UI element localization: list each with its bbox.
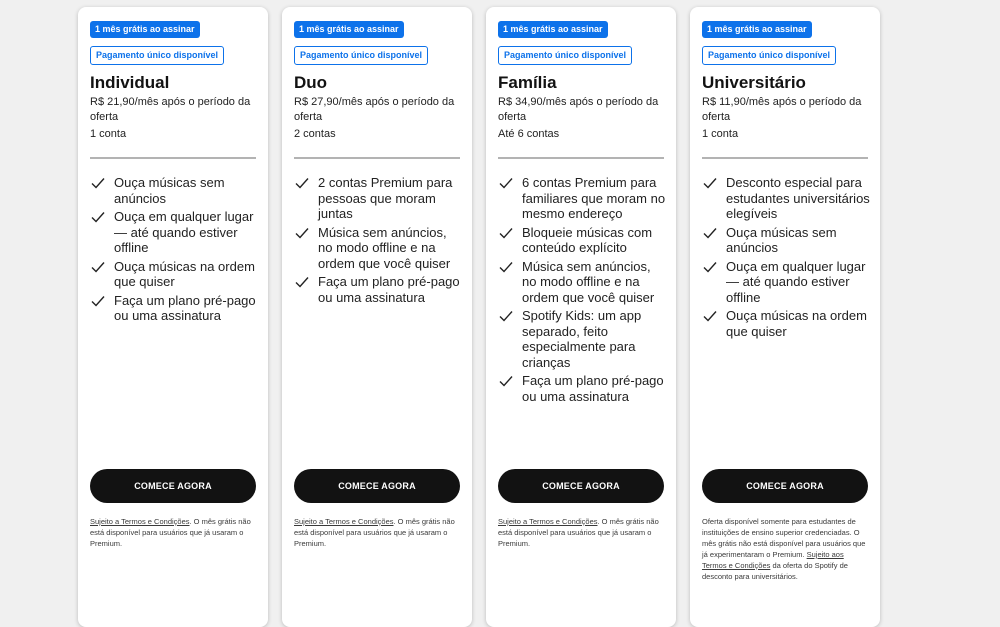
feature-item	[294, 175, 464, 222]
feature-item	[702, 259, 872, 306]
start-now-button[interactable]: COMECE AGORA	[90, 469, 256, 503]
plan-name: Universitário	[702, 73, 806, 92]
start-now-button[interactable]: COMECE AGORA	[702, 469, 868, 503]
feature-text: Desconto especial para estudantes universitários elegíveis	[726, 175, 870, 221]
terms-link[interactable]: Sujeito a Termos e Condições	[294, 517, 394, 526]
feature-item	[498, 308, 668, 370]
divider	[90, 157, 256, 159]
feature-item	[702, 225, 872, 256]
feature-text: Música sem anúncios, no modo offline e na ordem que você quiser	[522, 258, 655, 305]
feature-list	[90, 175, 260, 327]
plan-name: Duo	[294, 73, 328, 92]
eligibility-text: Oferta disponível somente para estudantes de instituições de ensino superior credenciadas. O mês grátis não está disponível para usuários que já experimentaram o Premium.	[702, 517, 866, 559]
check-icon	[498, 308, 514, 324]
feature-text: 2 contas Premium para pessoas que moram juntas	[318, 175, 453, 221]
check-icon	[90, 209, 106, 225]
feature-item	[498, 373, 668, 404]
terms-text: da oferta do Spotify de desconto para universitários.	[702, 561, 848, 581]
feature-text: Ouça músicas na ordem que quiser	[726, 308, 867, 339]
terms-link[interactable]: Sujeito aos Termos e Condições	[702, 550, 844, 570]
check-icon	[294, 274, 310, 290]
feature-text: Ouça músicas sem anúncios	[114, 175, 225, 206]
feature-text: Música sem anúncios, no modo offline e na ordem que você quiser	[318, 224, 451, 271]
plan-card-familia	[486, 7, 676, 627]
free-month-badge: 1 mês grátis ao assinar	[702, 21, 812, 38]
feature-item	[702, 308, 872, 339]
plan-accounts: 2 contas	[294, 128, 336, 140]
free-month-badge: 1 mês grátis ao assinar	[294, 21, 404, 38]
plan-accounts: 1 conta	[702, 128, 739, 140]
check-icon	[498, 373, 514, 389]
one-time-payment-badge: Pagamento único disponível	[294, 46, 428, 65]
start-now-button[interactable]: COMECE AGORA	[294, 469, 460, 503]
plan-accounts: 1 conta	[90, 128, 127, 140]
plan-name: Família	[498, 73, 557, 92]
feature-item	[294, 225, 464, 272]
check-icon	[702, 308, 718, 324]
feature-text: Ouça em qualquer lugar — até quando estiver offline	[726, 258, 866, 305]
feature-item	[90, 259, 260, 290]
divider	[294, 157, 460, 159]
feature-item	[702, 175, 872, 222]
check-icon	[294, 175, 310, 191]
feature-text: Ouça músicas sem anúncios	[726, 224, 837, 255]
feature-text: 6 contas Premium para familiares que moram no mesmo endereço	[522, 175, 666, 221]
check-icon	[294, 225, 310, 241]
feature-text: Faça um plano pré-pago ou uma assinatura	[522, 373, 664, 404]
terms-text: . O mês grátis não está disponível para usuários que já usaram o Premium.	[294, 517, 455, 548]
feature-item	[498, 175, 668, 222]
free-month-badge: 1 mês grátis ao assinar	[498, 21, 608, 38]
one-time-payment-badge: Pagamento único disponível	[702, 46, 836, 65]
terms-link[interactable]: Sujeito a Termos e Condições	[498, 517, 598, 526]
check-icon	[702, 175, 718, 191]
plan-price: R$ 11,90/mês após o período da oferta	[702, 96, 862, 123]
check-icon	[90, 175, 106, 191]
feature-list	[702, 175, 872, 342]
terms-text: . O mês grátis não está disponível para usuários que já usaram o Premium.	[90, 517, 251, 548]
terms-text: . O mês grátis não está disponível para usuários que já usaram o Premium.	[498, 517, 659, 548]
plan-price: R$ 34,90/mês após o período da oferta	[498, 96, 659, 123]
feature-text: Bloqueie músicas com conteúdo explícito	[522, 224, 653, 255]
check-icon	[702, 259, 718, 275]
divider	[498, 157, 664, 159]
feature-item	[498, 225, 668, 256]
one-time-payment-badge: Pagamento único disponível	[498, 46, 632, 65]
check-icon	[90, 293, 106, 309]
terms-fine-print	[90, 516, 258, 549]
feature-item	[90, 209, 260, 256]
plan-card-individual	[78, 7, 268, 627]
feature-text: Faça um plano pré-pago ou uma assinatura	[318, 274, 460, 305]
feature-text: Ouça músicas na ordem que quiser	[114, 258, 255, 289]
check-icon	[498, 175, 514, 191]
plan-price: R$ 27,90/mês após o período da oferta	[294, 96, 455, 123]
feature-text: Faça um plano pré-pago ou uma assinatura	[114, 292, 256, 323]
check-icon	[90, 259, 106, 275]
plan-name: Individual	[90, 73, 170, 92]
terms-fine-print	[294, 516, 462, 549]
divider	[702, 157, 868, 159]
plan-price: R$ 21,90/mês após o período da oferta	[90, 96, 251, 123]
feature-item	[90, 293, 260, 324]
terms-link[interactable]: Sujeito a Termos e Condições	[90, 517, 190, 526]
plan-card-universitario	[690, 7, 880, 627]
one-time-payment-badge: Pagamento único disponível	[90, 46, 224, 65]
check-icon	[498, 225, 514, 241]
feature-list	[294, 175, 464, 308]
feature-text: Ouça em qualquer lugar — até quando estiver offline	[114, 209, 254, 255]
plan-card-duo	[282, 7, 472, 627]
start-now-button[interactable]: COMECE AGORA	[498, 469, 664, 503]
check-icon	[498, 259, 514, 275]
feature-text: Spotify Kids: um app separado, feito especialmente para crianças	[522, 308, 642, 370]
check-icon	[702, 225, 718, 241]
feature-item	[90, 175, 260, 206]
feature-item	[498, 259, 668, 306]
terms-fine-print	[498, 516, 666, 549]
feature-list	[498, 175, 668, 407]
plan-accounts: Até 6 contas	[498, 128, 560, 140]
terms-fine-print	[702, 516, 870, 582]
feature-item	[294, 274, 464, 305]
free-month-badge: 1 mês grátis ao assinar	[90, 21, 200, 38]
